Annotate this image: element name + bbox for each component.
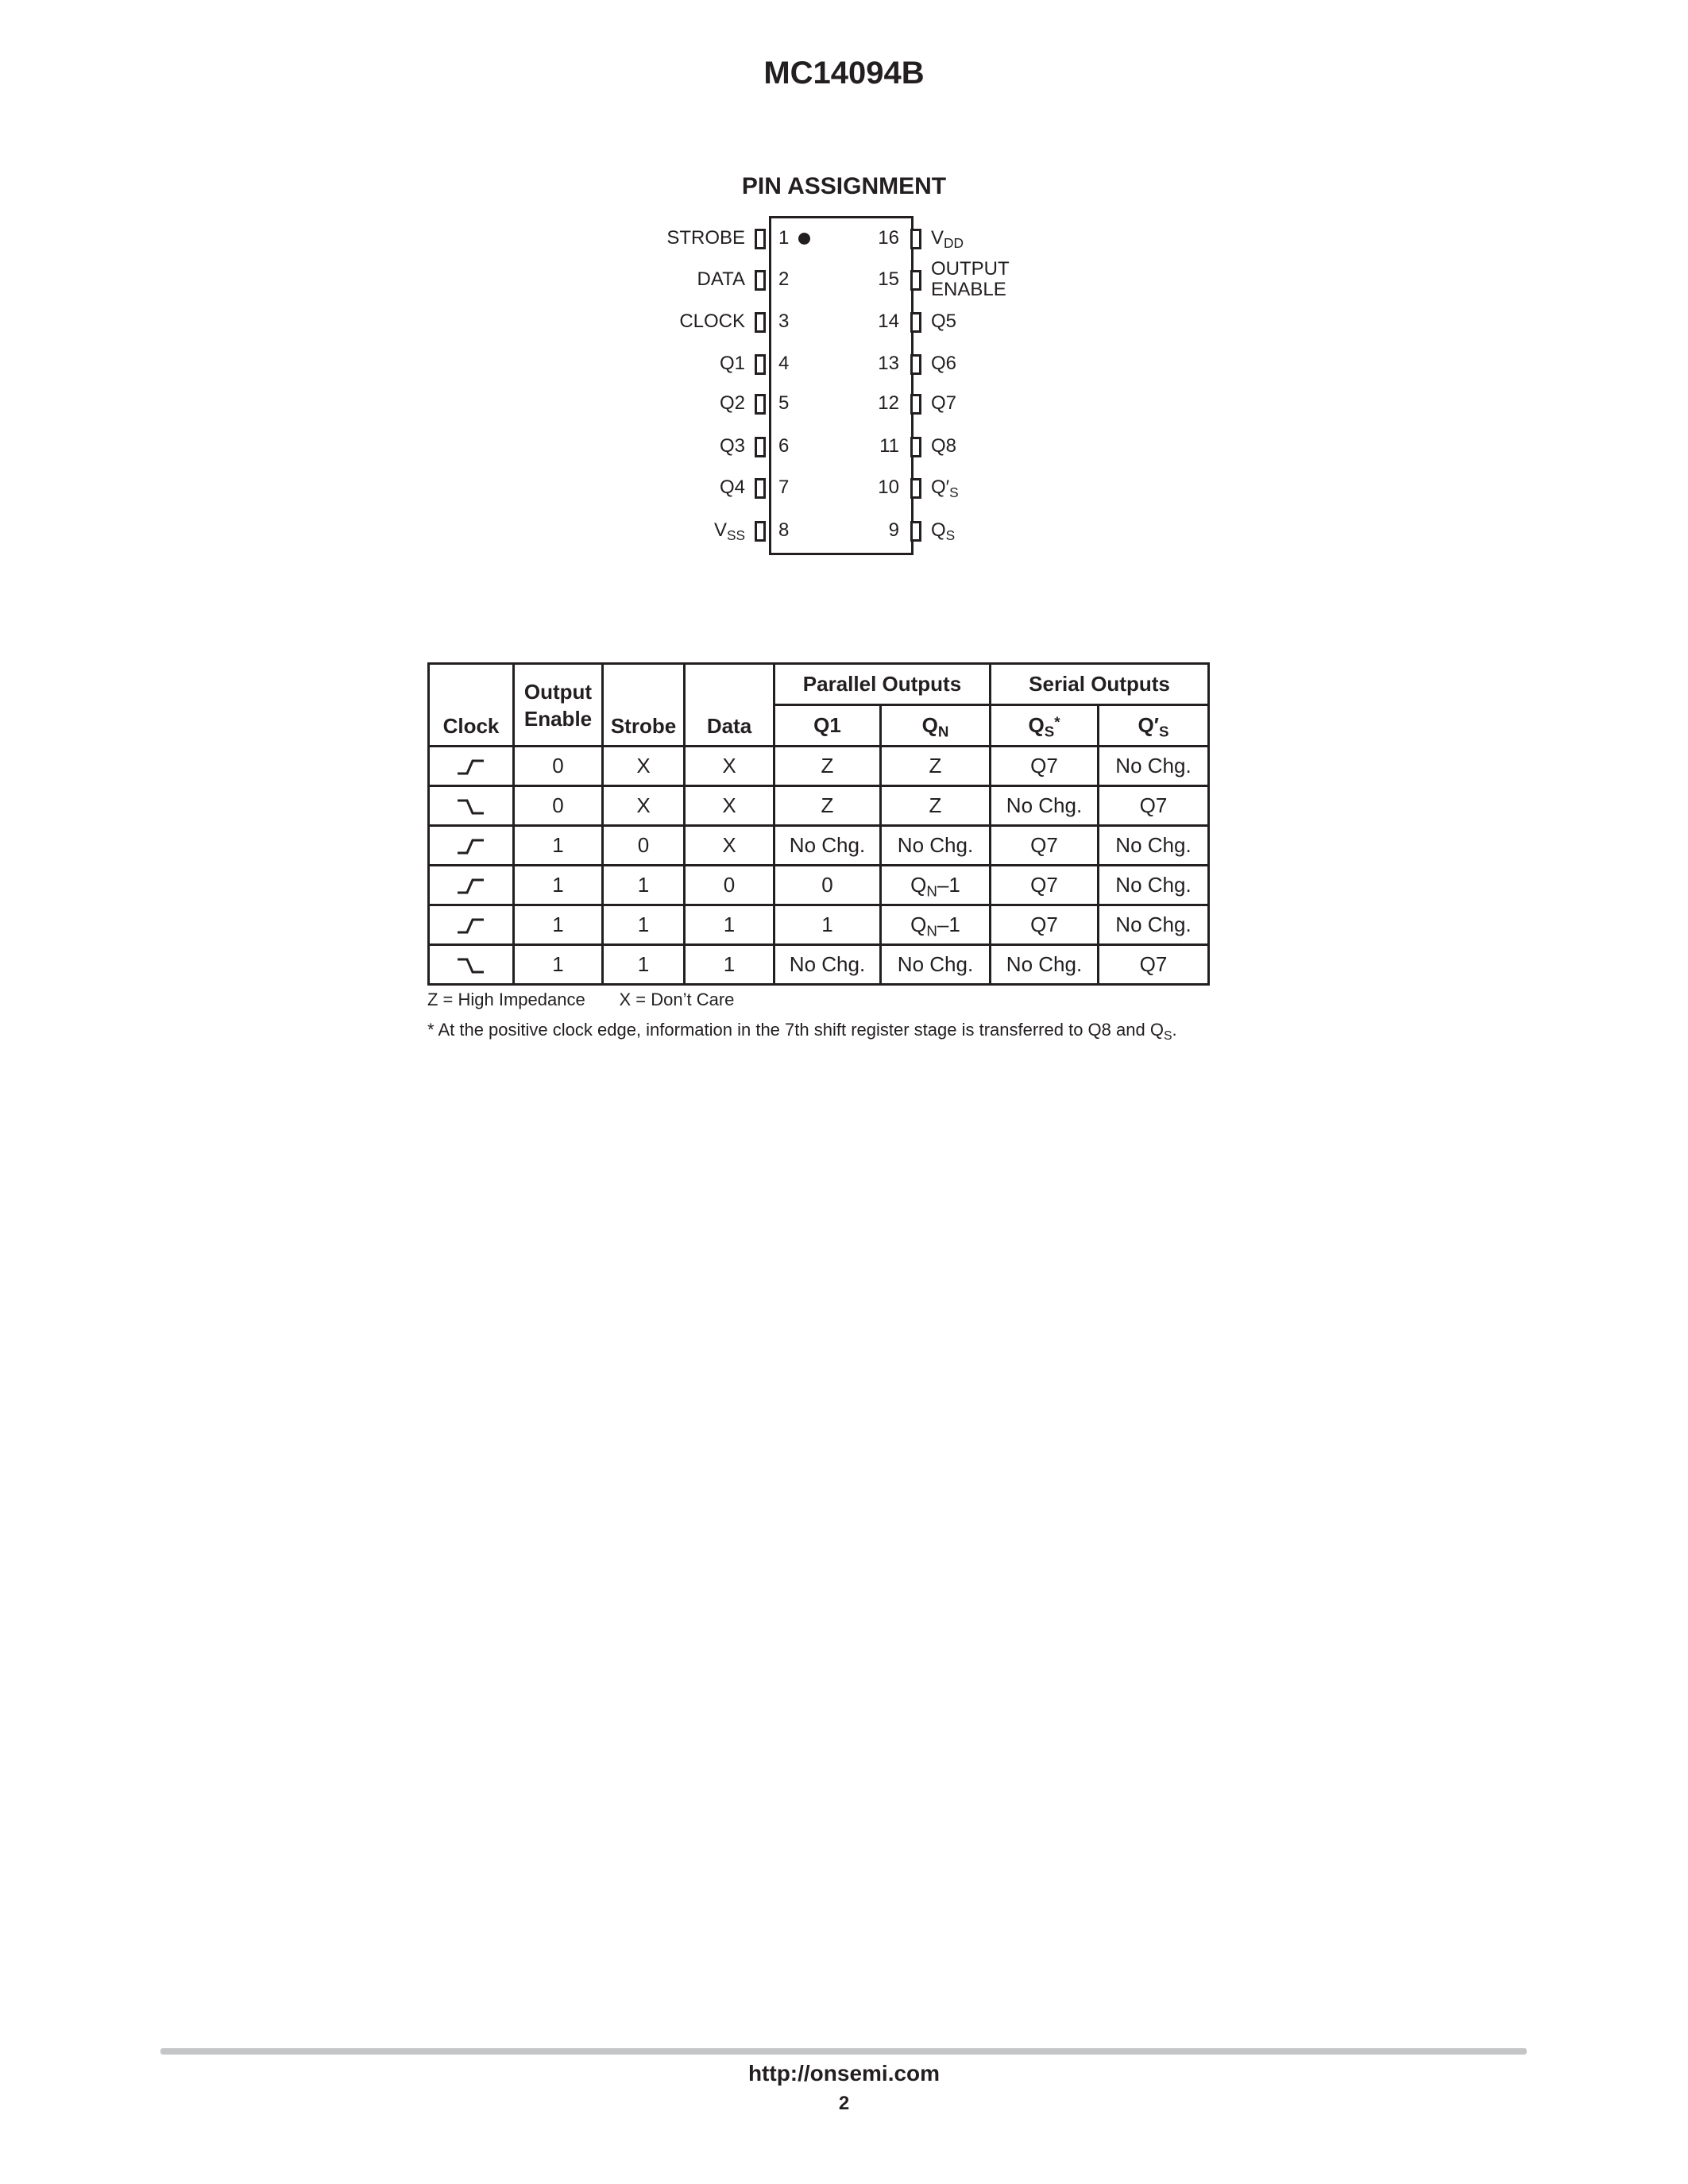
pin-label-subscript: S <box>949 484 959 501</box>
rising-edge-icon <box>458 878 485 895</box>
header-clock: Clock <box>429 664 514 747</box>
data-cell: X <box>685 747 774 786</box>
oe-cell: 0 <box>514 786 603 826</box>
pin-number: 2 <box>778 268 790 290</box>
pin-label-vdd <box>931 227 964 252</box>
qs-prime-cell: No Chg. <box>1099 826 1209 866</box>
pin-label: Q7 <box>931 392 957 414</box>
pin-stub <box>910 270 921 291</box>
pin-label-vss <box>618 519 745 544</box>
data-cell: 1 <box>685 905 774 945</box>
pin-number: 10 <box>878 477 899 498</box>
qs-prime-cell: No Chg. <box>1099 905 1209 945</box>
pin-number: 16 <box>878 227 899 249</box>
clock-cell <box>429 786 514 826</box>
table-row <box>429 866 1209 905</box>
pin-number: 7 <box>778 477 790 498</box>
pin-stub <box>910 354 921 375</box>
pin-stub <box>755 437 766 457</box>
pin-label: Q2 <box>719 392 745 414</box>
clock-cell <box>429 747 514 786</box>
qn-cell <box>881 786 991 826</box>
qn-text: Q <box>910 873 927 897</box>
qs-cell: Q7 <box>991 826 1099 866</box>
header-qs-prime-subscript: S <box>1158 723 1169 740</box>
pin-label: Q5 <box>931 311 957 332</box>
header-parallel-outputs: Parallel Outputs <box>774 664 991 705</box>
pin-stub <box>755 521 766 542</box>
pin-label: Q4 <box>719 477 745 498</box>
pin-label-text: V <box>931 227 944 249</box>
pin1-indicator-dot-icon <box>798 233 810 245</box>
header-qs <box>991 705 1099 747</box>
ic-body <box>769 216 914 555</box>
table-row <box>429 747 1209 786</box>
pin-number: 6 <box>778 435 790 457</box>
pin-label-qs <box>931 519 956 544</box>
pin-label-qs-prime <box>931 477 959 501</box>
qn-text: No Chg. <box>897 952 974 976</box>
qs-prime-cell: No Chg. <box>1099 866 1209 905</box>
pin-label-line2: ENABLE <box>931 279 1006 300</box>
strobe-cell: 1 <box>603 866 685 905</box>
pin-number: 8 <box>778 519 790 541</box>
pin-label: Q6 <box>931 353 957 374</box>
qn-text: Z <box>929 793 942 817</box>
pin-label-text: V <box>713 519 727 541</box>
qn-cell <box>881 866 991 905</box>
header-qs-text: Q <box>1028 713 1045 737</box>
pin-stub <box>910 229 921 249</box>
qn-text: Z <box>929 754 942 778</box>
rising-edge-icon <box>458 838 485 855</box>
header-qn-subscript: N <box>937 723 949 740</box>
footer-url-link[interactable]: http://onsemi.com <box>747 2061 941 2086</box>
pin-number: 11 <box>879 435 899 457</box>
header-output-enable-line2: Enable <box>523 706 593 731</box>
qn-cell <box>881 747 991 786</box>
header-qs-prime-text: Q′ <box>1138 713 1159 737</box>
pin-label: CLOCK <box>679 311 745 332</box>
data-cell: X <box>685 826 774 866</box>
qn-text: No Chg. <box>897 833 974 857</box>
pin-label: Q1 <box>719 353 745 374</box>
oe-cell: 0 <box>514 747 603 786</box>
pin-number: 13 <box>878 353 899 374</box>
pin-number: 12 <box>878 392 899 414</box>
pin-stub <box>755 229 766 249</box>
footnote-subscript: S <box>1163 1028 1172 1043</box>
qs-cell: No Chg. <box>991 786 1099 826</box>
pin-stub <box>755 394 766 415</box>
pin-number: 5 <box>778 392 790 414</box>
pin-number: 4 <box>778 353 790 374</box>
footer-divider <box>160 2048 1527 2055</box>
pin-stub <box>755 354 766 375</box>
qn-subscript: N <box>926 882 937 900</box>
qn-suffix: –1 <box>937 913 960 936</box>
falling-edge-icon <box>458 957 485 974</box>
header-qn-text: Q <box>921 713 938 737</box>
qn-cell <box>881 945 991 985</box>
table-row <box>429 945 1209 985</box>
header-strobe: Strobe <box>603 664 685 747</box>
qn-suffix: –1 <box>937 873 960 897</box>
pin-number: 15 <box>878 268 899 290</box>
pin-number: 1 <box>778 227 790 249</box>
truth-table <box>427 662 1210 986</box>
data-cell: 1 <box>685 945 774 985</box>
q1-cell: 0 <box>774 866 881 905</box>
header-q1: Q1 <box>774 705 881 747</box>
strobe-cell: X <box>603 786 685 826</box>
pin-assignment-title: PIN ASSIGNMENT <box>741 173 947 199</box>
rising-edge-icon <box>458 758 485 776</box>
strobe-cell: 0 <box>603 826 685 866</box>
pin-label: Q3 <box>719 435 745 457</box>
table-row <box>429 826 1209 866</box>
oe-cell: 1 <box>514 826 603 866</box>
strobe-cell: 1 <box>603 905 685 945</box>
oe-cell: 1 <box>514 905 603 945</box>
strobe-cell: X <box>603 747 685 786</box>
qn-text: Q <box>910 913 927 936</box>
pin-label-subscript: S <box>945 527 956 544</box>
pin-label-text: Q <box>931 519 946 541</box>
pin-number: 14 <box>878 311 899 332</box>
header-serial-outputs: Serial Outputs <box>991 664 1209 705</box>
table-row <box>429 786 1209 826</box>
qn-cell <box>881 826 991 866</box>
clock-cell <box>429 905 514 945</box>
pin-stub <box>910 394 921 415</box>
pin-stub <box>910 478 921 499</box>
q1-cell: 1 <box>774 905 881 945</box>
header-qs-prime <box>1099 705 1209 747</box>
page-number: 2 <box>838 2093 850 2114</box>
rising-edge-icon <box>458 917 485 935</box>
pin-label-subscript: SS <box>726 527 745 544</box>
qn-subscript: N <box>926 922 937 940</box>
data-cell: X <box>685 786 774 826</box>
qs-prime-cell: Q7 <box>1099 786 1209 826</box>
header-data: Data <box>685 664 774 747</box>
oe-cell: 1 <box>514 945 603 985</box>
header-qs-subscript: S <box>1044 723 1055 740</box>
pin-stub <box>910 312 921 333</box>
qs-prime-cell: No Chg. <box>1099 747 1209 786</box>
qs-cell: Q7 <box>991 905 1099 945</box>
q1-cell: No Chg. <box>774 945 881 985</box>
pin-stub <box>755 478 766 499</box>
pin-stub <box>755 312 766 333</box>
strobe-cell: 1 <box>603 945 685 985</box>
table-row <box>429 905 1209 945</box>
header-qn <box>881 705 991 747</box>
oe-cell: 1 <box>514 866 603 905</box>
pin-stub <box>910 521 921 542</box>
table-legend: Z = High Impedance X = Don’t Care <box>427 990 735 1009</box>
qs-cell: Q7 <box>991 747 1099 786</box>
header-output-enable <box>514 664 603 747</box>
falling-edge-icon <box>458 798 485 816</box>
pin-label: STROBE <box>666 227 745 249</box>
data-cell: 0 <box>685 866 774 905</box>
q1-cell: Z <box>774 786 881 826</box>
footnote-end: . <box>1172 1020 1177 1040</box>
pin-label-output-enable <box>931 259 1010 300</box>
qn-cell <box>881 905 991 945</box>
footnote-text: * At the positive clock edge, information in the 7th shift register stage is transferred to Q8 and Q <box>427 1020 1164 1040</box>
pin-label: DATA <box>697 268 745 290</box>
pin-label-line1: OUTPUT <box>931 258 1010 280</box>
qs-prime-cell: Q7 <box>1099 945 1209 985</box>
pin-label-subscript: DD <box>944 235 964 252</box>
pin-number: 3 <box>778 311 790 332</box>
header-output-enable-line1: Output <box>523 679 593 704</box>
table-footnote <box>427 1020 1177 1043</box>
qs-cell: Q7 <box>991 866 1099 905</box>
pin-label: Q8 <box>931 435 957 457</box>
qs-cell: No Chg. <box>991 945 1099 985</box>
pin-stub <box>755 270 766 291</box>
q1-cell: No Chg. <box>774 826 881 866</box>
header-qs-asterisk: * <box>1054 713 1060 731</box>
q1-cell: Z <box>774 747 881 786</box>
clock-cell <box>429 866 514 905</box>
clock-cell <box>429 945 514 985</box>
pin-label-text: Q′ <box>931 477 950 498</box>
pin-number: 9 <box>888 519 899 541</box>
pin-stub <box>910 437 921 457</box>
clock-cell <box>429 826 514 866</box>
page-title: MC14094B <box>763 56 925 91</box>
